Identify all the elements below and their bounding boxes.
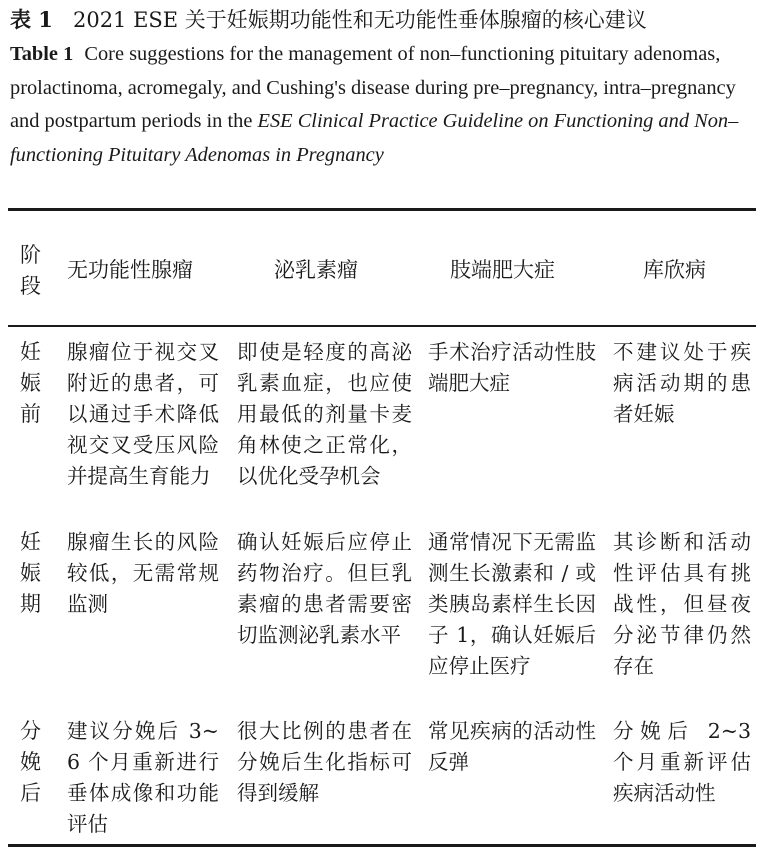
cell-postpartum-prolactinoma: 很大比例的患者在分娩后生化指标可得到缓解 [237, 719, 412, 805]
cell-pregnancy-cushings: 其诊断和活动性评估具有挑战性，但昼夜分泌节律仍然存在 [613, 530, 751, 678]
row-stage-pre-pregnancy: 妊娠前 [20, 340, 41, 426]
table-header-rule [8, 325, 756, 327]
cell-pregnancy-acromegaly: 通常情况下无需监测生长激素和 / 或类胰岛素样生长因子 1，确认妊娠后应停止医疗 [428, 530, 596, 678]
header-prolactinoma: 泌乳素瘤 [274, 258, 358, 282]
caption-en-text: Core suggestions for the management of non–functioning pituitary adenomas, prolactinoma, acromegaly, and Cushing's disease during pre–pregnancy, intra–pregnancy and postpartum periods in the [10, 43, 736, 132]
cell-pre-pregnancy-acromegaly: 手术治疗活动性肢端肥大症 [428, 340, 596, 395]
caption-en-italic: ESE Clinical Practice Guideline on Functioning and Non–functioning Pituitary Adenomas in Pregnancy [10, 110, 739, 166]
caption-cn-title: 2021 ESE 关于妊娠期功能性和无功能性垂体腺瘤的核心建议 [72, 8, 647, 32]
header-cushings-disease: 库欣病 [643, 258, 706, 282]
cell-pre-pregnancy-cushings: 不建议处于疾病活动期的患者妊娠 [613, 340, 751, 426]
caption-cn-label: 表 1 [10, 7, 53, 32]
caption-en-label: Table 1 [10, 43, 74, 65]
header-nonfunctioning-adenoma: 无功能性腺瘤 [67, 258, 193, 282]
table-top-rule [8, 208, 756, 211]
row-stage-postpartum: 分娩后 [20, 719, 41, 805]
cell-pre-pregnancy-prolactinoma: 即使是轻度的高泌乳素血症，也应使用最低的剂量卡麦角林使之正常化，以优化受孕机会 [237, 340, 412, 488]
table-bottom-rule [8, 844, 756, 847]
header-stage: 阶段 [20, 243, 41, 298]
cell-postpartum-cushings: 分娩后 2~3 个月重新评估疾病活动性 [613, 719, 751, 805]
cell-pregnancy-prolactinoma: 确认妊娠后应停止药物治疗。但巨乳素瘤的患者需要密切监测泌乳素水平 [237, 530, 412, 647]
caption-chinese [10, 6, 647, 34]
row-stage-pregnancy: 妊娠期 [20, 530, 41, 616]
caption-english [10, 38, 754, 172]
cell-postpartum-nonfunctioning: 建议分娩后 3~6 个月重新进行垂体成像和功能评估 [67, 719, 219, 836]
cell-pre-pregnancy-nonfunctioning: 腺瘤位于视交叉附近的患者，可以通过手术降低视交叉受压风险并提高生育能力 [67, 340, 219, 488]
cell-postpartum-acromegaly: 常见疾病的活动性反弹 [428, 719, 596, 774]
cell-pregnancy-nonfunctioning: 腺瘤生长的风险较低，无需常规监测 [67, 530, 219, 616]
header-acromegaly: 肢端肥大症 [450, 258, 555, 282]
